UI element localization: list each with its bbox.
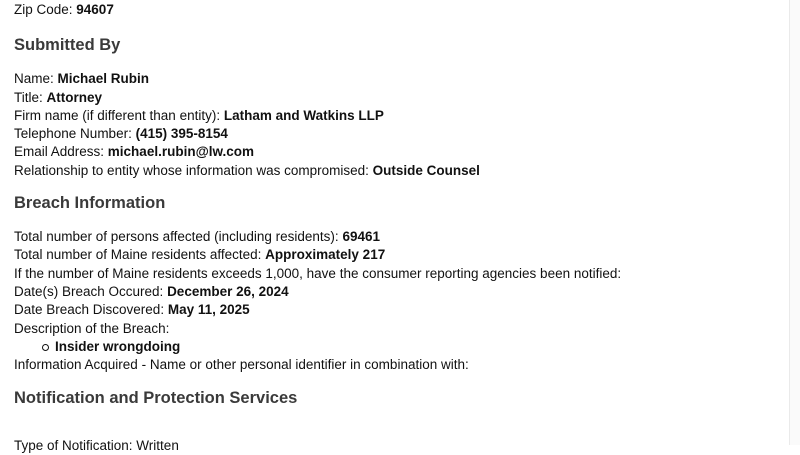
notification-type-line-partial: Type of Notification: Written	[14, 438, 179, 453]
telephone-label: Telephone Number:	[14, 126, 136, 142]
breach-notice-document	[14, 0, 784, 417]
telephone-value: (415) 395-8154	[135, 126, 228, 142]
date-discovered-label: Date Breach Discovered:	[14, 302, 168, 318]
zip-code-label: Zip Code:	[14, 2, 77, 17]
total-affected-label: Total number of persons affected (including residents):	[14, 229, 343, 245]
name-value: Michael Rubin	[57, 71, 150, 87]
total-affected-line	[14, 228, 784, 246]
info-acquired-label: Information Acquired - Name or other personal identifier in combination with:	[14, 357, 469, 373]
relationship-value: Outside Counsel	[372, 162, 480, 178]
circle-bullet-icon	[42, 344, 49, 351]
email-line	[14, 143, 784, 161]
agencies-notified-label: If the number of Maine residents exceeds 1,000, have the consumer reporting agencies been notified:	[14, 265, 622, 281]
title-value: Attorney	[46, 89, 103, 105]
agencies-notified-line	[14, 265, 784, 283]
zip-code-value: 94607	[76, 2, 114, 17]
email-value: michael.rubin@lw.com	[107, 144, 254, 160]
title-line	[14, 89, 784, 107]
notification-heading: Notification and Protection Services	[14, 389, 298, 408]
description-list-item	[14, 338, 784, 356]
maine-affected-line	[14, 246, 784, 264]
firm-name-value: Latham and Watkins LLP	[223, 107, 384, 123]
title-label: Title:	[14, 89, 47, 105]
relationship-label: Relationship to entity whose information was compromised:	[14, 162, 373, 178]
name-label: Name:	[14, 71, 58, 87]
description-line	[14, 320, 784, 338]
maine-affected-label: Total number of Maine residents affected:	[14, 247, 266, 263]
zip-code-line	[14, 1, 784, 19]
date-discovered-line	[14, 301, 784, 319]
description-item-value: Insider wrongdoing	[55, 338, 181, 354]
date-occurred-label: Date(s) Breach Occured:	[14, 283, 168, 299]
telephone-line	[14, 125, 784, 143]
relationship-line	[14, 162, 784, 180]
vertical-scrollbar[interactable]	[789, 0, 800, 445]
name-line	[14, 70, 784, 88]
maine-affected-value: Approximately 217	[265, 247, 386, 263]
date-occurred-line	[14, 283, 784, 301]
email-label: Email Address:	[14, 144, 108, 160]
total-affected-value: 69461	[342, 229, 380, 245]
submitted-by-heading: Submitted By	[14, 36, 121, 55]
breach-information-heading: Breach Information	[14, 194, 166, 213]
firm-name-line	[14, 107, 784, 125]
description-label: Description of the Breach:	[14, 320, 170, 336]
date-occurred-value: December 26, 2024	[167, 283, 289, 299]
info-acquired-line	[14, 356, 784, 374]
date-discovered-value: May 11, 2025	[167, 302, 250, 318]
firm-name-label: Firm name (if different than entity):	[14, 107, 224, 123]
